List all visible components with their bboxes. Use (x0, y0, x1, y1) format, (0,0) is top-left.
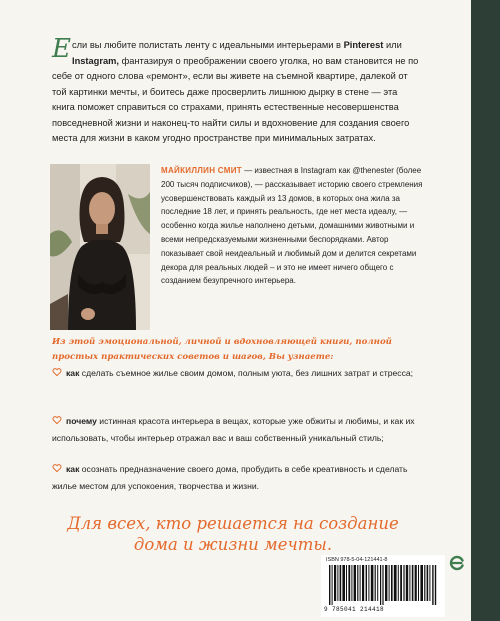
intro-paragraph (52, 34, 422, 147)
spine-edge (471, 0, 500, 621)
bullet-text: сделать съемное жилье своим домом, полным уюта, без лишних затрат и стресса; (79, 368, 414, 378)
bullet-keyword: как (66, 464, 80, 474)
barcode-block (321, 555, 445, 617)
barcode-number: 9 785041 214418 (324, 606, 385, 613)
heart-icon (52, 367, 62, 377)
instagram-mention: Instagram, (71, 55, 119, 66)
heart-icon (52, 463, 62, 473)
slogan-line-2: дома и жизни мечты. (133, 535, 333, 554)
author-name: МАЙКИЛЛИН СМИТ (161, 166, 242, 175)
slogan-line-1: Для всех, кто решается на создание (67, 514, 399, 533)
bullet-item (52, 365, 432, 382)
heart-icon (52, 415, 62, 425)
publisher-logo-icon (448, 553, 466, 573)
bullet-item (52, 461, 432, 495)
author-bio-text: — известная в Instagram как @thenester (более 200 тысяч подписчиков), — рассказывает историю своего стремления усовершенствовать каждый из 13 домов, в которых она жила за последние 18 лет, и принять реальность, где нет места идеалу, — особенно когда жилье наполнено детьми, домашними животными и всеми непредсказуемыми жизненными беспорядками. Автор показывает свой неидеальный и любимый дом и делится секретами декора для реальных людей – и это не имеет ничего общего с созданием безупречного интерьера. (161, 166, 423, 286)
bullet-text: осознать предназначение своего дома, пробудить в себе креативность и сделать жилье местом для успокоения, творчества и жизни. (52, 464, 408, 491)
drop-cap: Е (52, 34, 71, 64)
bullet-keyword: как (66, 368, 80, 378)
isbn-label: ISBN 978-5-04-121441-8 (326, 557, 388, 563)
bullet-item (52, 413, 432, 447)
author-bio (161, 164, 423, 288)
intro-text-3: фантазируя о преображении своего уголка, но вам становится не по себе от одного слова «ремонт», если вы живете на съемной квартире, далекой от той картинки мечты, и боитесь даже просверлить лишнюю дырку в стене — эта книга поможет справиться со страхами, принять естественные несовершенства повседневной жизни и наконец-то найти силы и вдохновение для создания своего места для жизни в каком угодно пространстве при минимальных затратах. (52, 55, 419, 143)
bullet-text: истинная красота интерьера в вещах, которые уже обжиты и любимы, и как их использовать, чтобы интерьер отражал вас и ваш собственный уникальный стиль; (52, 416, 415, 443)
bullet-keyword: почему (66, 416, 97, 426)
author-photo (50, 164, 150, 330)
lead-heading: Из этой эмоциональной, личной и вдохновляющей книги, полной простых практических советов и шагов, Вы узнаете: (52, 337, 392, 362)
intro-text-2: или (383, 40, 402, 50)
pinterest-mention: Pinterest (343, 40, 384, 50)
barcode-icon (329, 565, 437, 605)
intro-text-1: сли вы любите полистать ленту с идеальными интерьерами в (71, 40, 344, 50)
slogan (48, 513, 418, 555)
